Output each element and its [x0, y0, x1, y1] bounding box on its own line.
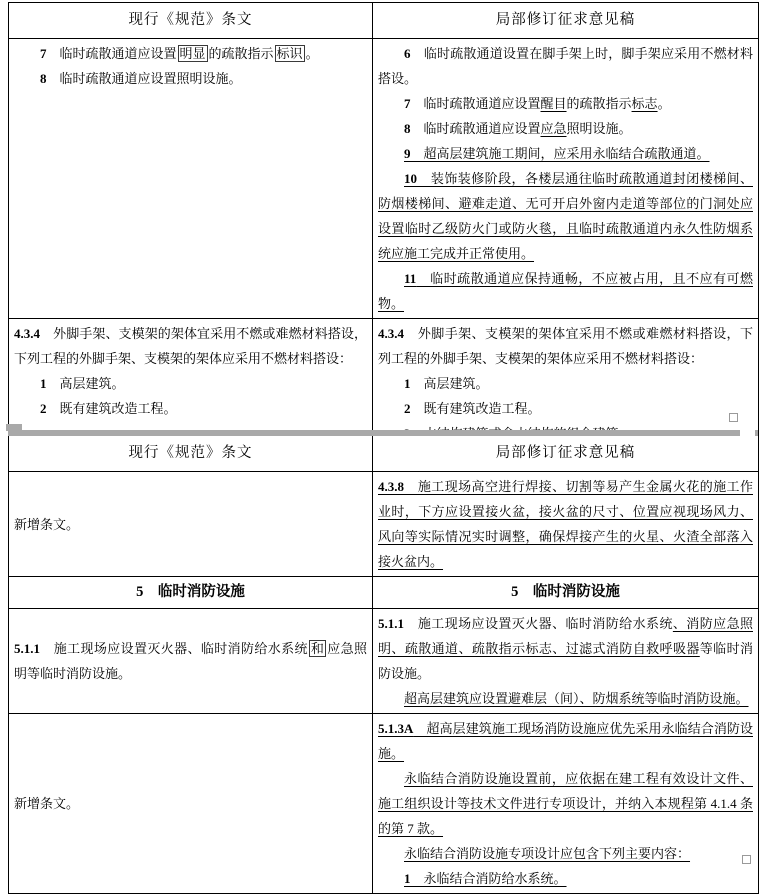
inserted-underlined-text: 超高层建筑应设置避难层（间）、防烟系统等临时消防设施。: [404, 691, 749, 706]
table-row: [9, 714, 759, 894]
inserted-underlined-text: 永临结合消防设施专项设计应包含下列主要内容：: [404, 846, 691, 861]
paragraph: [378, 321, 753, 371]
paragraph: [14, 791, 367, 816]
comparison-table-1: [8, 2, 759, 450]
paragraph: [378, 580, 753, 605]
paragraph: [378, 41, 753, 91]
inserted-underlined-text: 永临结合消防给水系统。: [410, 871, 567, 886]
paragraph: [378, 474, 753, 574]
text-segment: 应急照明等临时消防设施。: [14, 641, 367, 681]
paragraph: [14, 371, 367, 396]
paragraph: [378, 396, 753, 421]
text-segment: 新增条文。: [14, 796, 80, 811]
text-segment: 照明设施。: [566, 121, 632, 136]
paragraph: [378, 371, 753, 396]
table-cell: [373, 39, 759, 319]
text-segment: 5.1.1: [378, 616, 404, 631]
text-segment: 临时疏散通道应设置: [410, 96, 541, 111]
table-cell: [373, 609, 759, 714]
paragraph: [378, 116, 753, 141]
table-anchor-marker: [729, 413, 738, 422]
inserted-underlined-text: 11: [404, 271, 417, 286]
paragraph: [378, 686, 753, 711]
text-segment: 6: [404, 46, 411, 61]
paragraph: [14, 396, 367, 421]
text-segment: 的疏散指示: [208, 46, 274, 61]
inserted-underlined-text: 超高层建筑施工现场消防设施应优先采用永临结合消防设施。: [378, 721, 753, 761]
table-cell: [9, 714, 373, 894]
table-cell: [9, 39, 373, 319]
paragraph: [378, 716, 753, 766]
text-segment: 既有建筑改造工程。: [46, 401, 177, 416]
boxed-deleted-text: 明显: [179, 46, 206, 61]
text-segment: 既有建筑改造工程。: [410, 401, 541, 416]
inserted-underlined-text: 施工现场高空进行焊接、切割等易产生金属火花的施工作业时，下方应设置接火盆，接火盆的尺寸、位置应视现场风力、风向等实际情况实时调整，确保焊接产生的火星、火渣全部落入接火盆内。: [378, 479, 753, 569]
paragraph: [378, 866, 753, 891]
text-segment: 临时疏散通道应设置: [46, 46, 177, 61]
text-segment: 1: [40, 376, 47, 391]
inserted-underlined-text: 临时疏散通道应保持通畅，不应被占用，且不应有可燃物。: [378, 271, 753, 311]
text-segment: 施工现场应设置灭火器、临时消防给水系统: [404, 616, 673, 631]
paragraph: [378, 141, 753, 166]
inserted-underlined-text: 装饰装修阶段，各楼层通往临时疏散通道封闭楼梯间、防烟楼梯间、避难走道、无可开启外窗内走道等部位的门洞处应设置临时乙级防火门或防火毯，且临时疏散通道内永久性防烟系统应施工完成并正常使用。: [378, 171, 753, 261]
text-segment: 临时疏散通道应设置照明设施。: [46, 71, 242, 86]
paragraph: [14, 66, 367, 91]
text-segment: 5.1.1: [14, 641, 40, 656]
paragraph: [14, 636, 367, 686]
column-header-revision-draft: 局部修订征求意见稿: [373, 3, 759, 39]
text-segment: 。: [657, 96, 671, 111]
boxed-deleted-text: 和: [310, 641, 325, 656]
text-segment: 1: [404, 376, 411, 391]
text-segment: 。: [305, 46, 319, 61]
text-segment: 新增条文。: [14, 516, 80, 532]
table-row: [9, 472, 759, 577]
text-segment: 7: [40, 46, 47, 61]
table-cell: [9, 472, 373, 577]
text-segment: 4.3.4: [14, 326, 40, 341]
boxed-deleted-text: 标识: [276, 46, 303, 61]
inserted-underlined-text: 10: [404, 171, 417, 186]
text-segment: 5 临时消防设施: [136, 584, 245, 600]
table-cell: [373, 472, 759, 577]
paragraph: [14, 321, 367, 371]
paragraph: [378, 766, 753, 841]
table2-header-row: [9, 436, 759, 472]
table-row: [9, 577, 759, 609]
table-anchor-marker: [742, 855, 751, 864]
inserted-underlined-text: 4.3.8: [378, 479, 404, 494]
paragraph: [378, 611, 753, 686]
inserted-underlined-text: 、消防应急照明、疏散通道、疏散指示标志、过滤式消防自救呼吸器: [378, 616, 753, 656]
inserted-underlined-text: 5.1.3A: [378, 721, 414, 736]
text-segment: 8: [40, 71, 47, 86]
text-segment: 8: [404, 121, 411, 136]
text-segment: 等临时消防设施。: [378, 641, 753, 681]
paragraph: [14, 41, 367, 66]
text-segment: 的疏散指示: [566, 96, 632, 111]
column-header-revision-draft: 局部修订征求意见稿: [373, 436, 759, 472]
text-segment: 高层建筑。: [410, 376, 489, 391]
paragraph: [378, 841, 753, 866]
inserted-underlined-text: 应急: [540, 121, 567, 136]
paragraph: [14, 512, 367, 537]
text-segment: 7: [404, 96, 411, 111]
paragraph: [378, 91, 753, 116]
text-segment: 5 临时消防设施: [511, 584, 620, 600]
inserted-underlined-text: 永临结合消防设施设置前，应依据在建工程有效设计文件、施工组织设计等技术文件进行专项设计，并纳入本规程第 4.1.4 条的第 7 款。: [378, 771, 753, 836]
paragraph: [378, 166, 753, 266]
text-segment: 施工现场应设置灭火器、临时消防给水系统: [40, 641, 308, 656]
table-cell: [373, 714, 759, 894]
paragraph: [378, 266, 753, 316]
text-segment: 临时疏散通道设置在脚手架上时，脚手架应采用不燃材料搭设。: [378, 46, 753, 86]
inserted-underlined-text: 超高层建筑施工期间，应采用永临结合疏散通道。: [410, 146, 710, 161]
text-segment: 2: [40, 401, 47, 416]
comparison-table-2: [8, 436, 759, 894]
inserted-underlined-text: 醒目: [540, 96, 567, 111]
table-row: [9, 39, 759, 319]
paragraph: [14, 580, 367, 605]
inserted-underlined-text: 1: [404, 871, 411, 886]
table-cell: [373, 577, 759, 609]
column-header-current-code: 现行《规范》条文: [9, 436, 373, 472]
column-header-current-code: 现行《规范》条文: [9, 3, 373, 39]
text-segment: 4.3.4: [378, 326, 404, 341]
text-segment: 临时疏散通道应设置: [410, 121, 541, 136]
text-segment: 2: [404, 401, 411, 416]
text-segment: 高层建筑。: [46, 376, 125, 391]
table-row: [9, 609, 759, 714]
table-cell: [9, 577, 373, 609]
text-segment: 外脚手架、支模架的架体宜采用不燃或难燃材料搭设，下列工程的外脚手架、支模架的架体应采用不燃材料搭设：: [378, 326, 753, 366]
text-segment: 外脚手架、支模架的架体宜采用不燃或难燃材料搭设，下列工程的外脚手架、支模架的架体应采用不燃材料搭设：: [14, 326, 367, 366]
table1-header-row: [9, 3, 759, 39]
table-cell: [9, 609, 373, 714]
inserted-underlined-text: 9: [404, 146, 411, 161]
inserted-underlined-text: 标志: [631, 96, 658, 111]
